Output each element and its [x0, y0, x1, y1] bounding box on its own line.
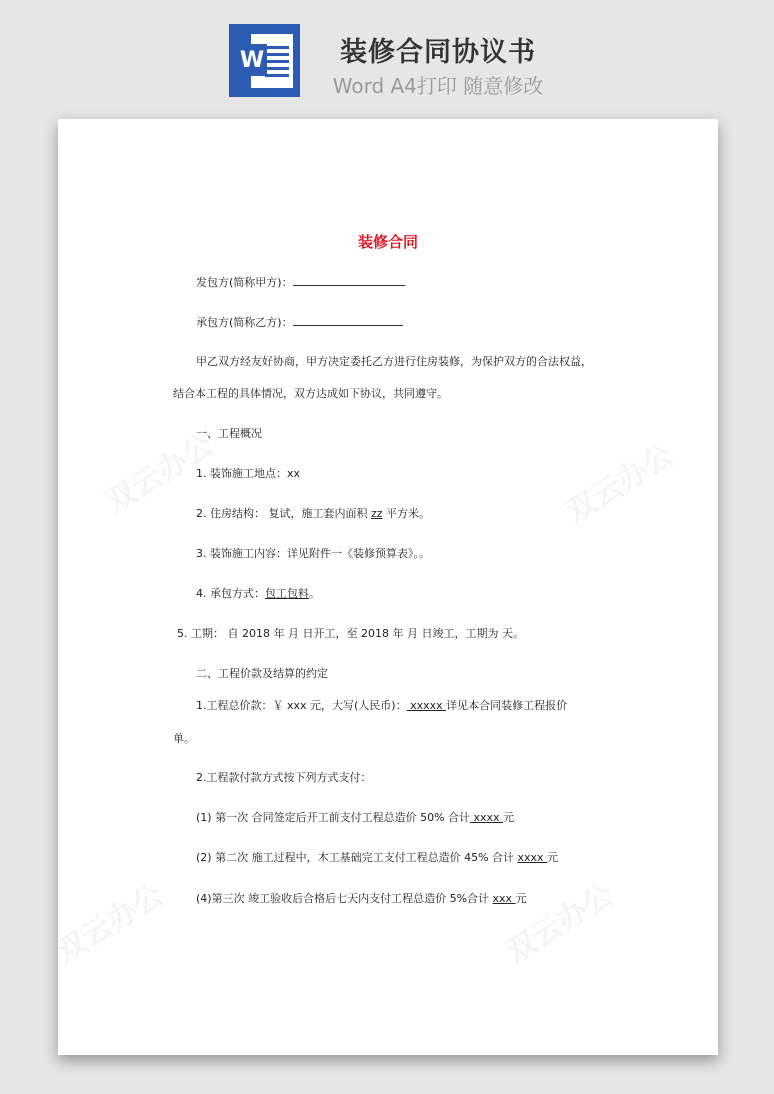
watermark — [58, 871, 171, 972]
header — [0, 0, 774, 110]
item-2-area: zz — [370, 507, 383, 520]
party-a-label: 发包方(简称甲方)： — [196, 276, 293, 289]
watermark — [555, 431, 680, 532]
party-a-line — [196, 275, 405, 290]
header-title: 装修合同协议书 — [340, 37, 536, 68]
pay-method: 2.工程款付款方式按下列方式支付： — [196, 771, 372, 784]
item-4 — [196, 587, 320, 601]
intro-line-1: 甲乙双方经友好协商，甲方决定委托乙方进行住房装修，为保护双方的合法权益， — [196, 355, 592, 368]
price-text: 1.工程总价款：￥ xxx 元，大写(人民币)： — [196, 699, 407, 712]
document-page — [58, 119, 718, 1055]
pay-1 — [196, 811, 514, 825]
word-logo-icon — [229, 24, 300, 97]
pay-2-amount: xxxx — [517, 851, 548, 864]
party-b-line — [196, 315, 403, 330]
pay-2-unit: 元 — [547, 851, 559, 864]
section-2-heading: 二、工程价款及结算的约定 — [196, 667, 328, 680]
item-4-value: 包工包料 — [265, 587, 309, 600]
price-note: 详见本合同装修工程报价 — [446, 699, 568, 712]
word-letter: W — [237, 44, 267, 76]
header-subtitle: Word A4打印 随意修改 — [332, 74, 544, 98]
pay-3-unit: 元 — [515, 892, 527, 905]
party-b-blank[interactable] — [293, 315, 403, 326]
price-line — [196, 699, 567, 713]
document-title: 装修合同 — [357, 233, 418, 251]
pay-1-amount: xxxx — [470, 811, 504, 824]
item-4-text: 4. 承包方式： — [196, 587, 265, 600]
pay-3-amount: xxx — [492, 892, 516, 905]
intro-line-2: 结合本工程的具体情况，双方达成如下协议，共同遵守。 — [173, 387, 448, 400]
item-2 — [196, 507, 430, 521]
price-upper: xxxxx — [406, 699, 447, 712]
price-line-cont: 单。 — [173, 732, 195, 745]
section-1-heading: 一、工程概况 — [196, 427, 262, 440]
watermark — [492, 871, 620, 972]
item-5: 5. 工期： 自 2018 年 月 日开工，至 2018 年 月 日竣工，工期为 天。 — [177, 627, 524, 640]
pay-1-text: (1) 第一次 合同签定后开工前支付工程总造价 50% 合计 — [196, 811, 471, 824]
item-3: 3. 装饰施工内容：详见附件一《装修预算表》。。 — [196, 547, 430, 560]
pay-1-unit: 元 — [503, 811, 515, 824]
item-1: 1. 装饰施工地点：xx — [196, 467, 301, 480]
pay-2 — [196, 851, 558, 865]
item-2-text: 2. 住房结构： 复试，施工套内面积 — [196, 507, 371, 520]
item-2-unit: 平方米。 — [382, 507, 431, 520]
item-4-end: 。 — [309, 587, 320, 600]
pay-2-text: (2) 第二次 施工过程中，木工基础完工支付工程总造价 45% 合计 — [196, 851, 518, 864]
pay-3-text: (4)第三次 竣工验收后合格后七天内支付工程总造价 5%合计 — [196, 892, 493, 905]
pay-3 — [196, 892, 527, 906]
party-b-label: 承包方(简称乙方)： — [196, 316, 293, 329]
party-a-blank[interactable] — [293, 275, 405, 286]
